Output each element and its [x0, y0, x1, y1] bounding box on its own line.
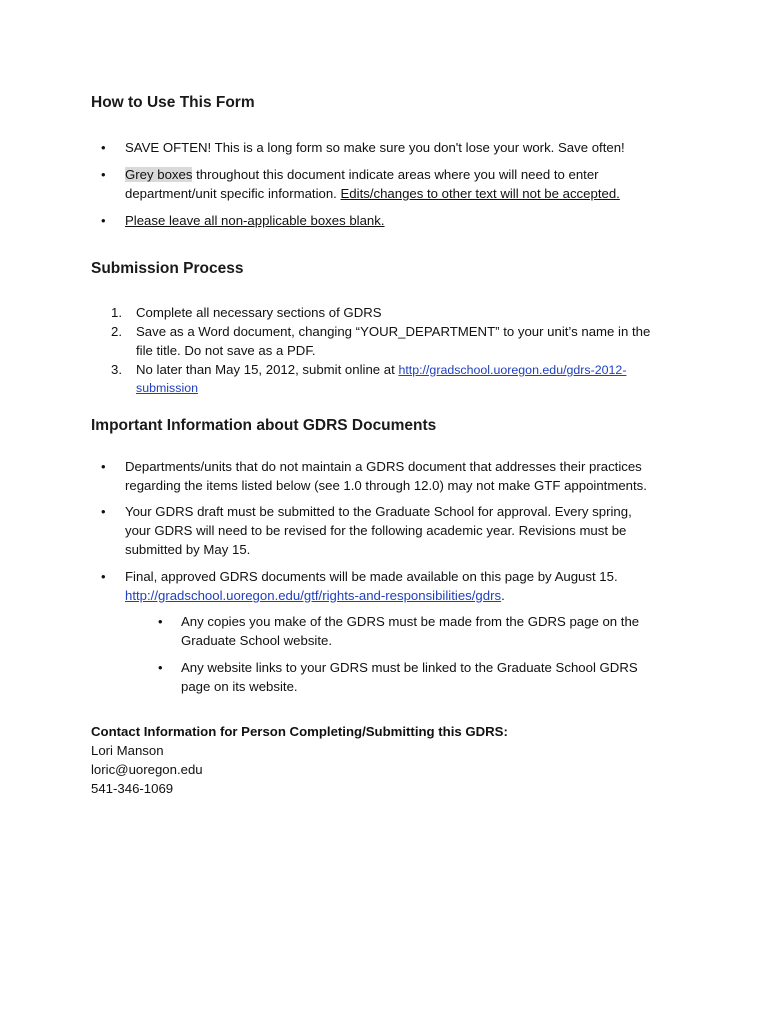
period: .: [501, 588, 505, 603]
how-to-item-2-line2: [125, 184, 620, 203]
important-item-2-line2: your GDRS will need to be revised for the following academic year. Revisions must be: [125, 523, 627, 538]
bullet-icon: •: [158, 660, 163, 675]
bullet-icon: •: [101, 167, 106, 182]
how-to-item-2-text-b: department/unit specific information.: [125, 186, 341, 201]
important-item-1-line1: Departments/units that do not maintain a GDRS document that addresses their practices: [125, 459, 642, 474]
how-to-heading: How to Use This Form: [91, 94, 255, 111]
how-to-item-1: SAVE OFTEN! This is a long form so make sure you don't lose your work. Save often!: [125, 140, 625, 155]
subitem-1-line2: Graduate School website.: [181, 633, 333, 648]
how-to-item-2-text: throughout this document indicate areas where you will need to enter: [192, 167, 599, 182]
step-2-line1: Save as a Word document, changing “YOUR_DEPARTMENT” to your unit’s name in the: [136, 324, 651, 339]
step-1: Complete all necessary sections of GDRS: [136, 305, 382, 320]
bullet-icon: •: [101, 459, 106, 474]
bullet-icon: •: [101, 140, 106, 155]
submission-heading: Submission Process: [91, 260, 244, 277]
edits-warning: Edits/changes to other text will not be accepted.: [340, 186, 620, 201]
grey-box-sample: Grey boxes: [125, 167, 193, 182]
important-item-3-line2: [125, 586, 505, 605]
contact-phone: 541-346-1069: [91, 781, 174, 796]
important-item-2-line1: Your GDRS draft must be submitted to the Graduate School for approval. Every spring,: [125, 504, 632, 519]
step-number: 3.: [111, 362, 122, 377]
bullet-icon: •: [101, 569, 106, 584]
step-2-line2: file title. Do not save as a PDF.: [136, 343, 316, 358]
contact-name: Lori Manson: [91, 743, 164, 758]
gdrs-page-link[interactable]: http://gradschool.uoregon.edu/gtf/rights-and-responsibilities/gdrs: [125, 588, 502, 603]
contact-heading: Contact Information for Person Completing/Submitting this GDRS:: [91, 724, 508, 739]
step-3: [136, 360, 626, 380]
how-to-item-2: [125, 165, 599, 184]
contact-email: loric@uoregon.edu: [91, 762, 203, 777]
subitem-2-line2: page on its website.: [181, 679, 298, 694]
step-3-line2: [136, 378, 198, 398]
bullet-icon: •: [101, 213, 106, 228]
subitem-1-line1: Any copies you make of the GDRS must be made from the GDRS page on the: [181, 614, 640, 629]
bullet-icon: •: [158, 614, 163, 629]
important-item-2-line3: submitted by May 15.: [125, 542, 251, 557]
important-item-3-line1: Final, approved GDRS documents will be made available on this page by August 15.: [125, 569, 618, 584]
subitem-2-line1: Any website links to your GDRS must be linked to the Graduate School GDRS: [181, 660, 638, 675]
gdrs-submission-link[interactable]: http://gradschool.uoregon.edu/gdrs-2012-: [398, 363, 627, 377]
important-heading: Important Information about GDRS Documents: [91, 417, 437, 434]
gdrs-submission-link-cont[interactable]: submission: [136, 381, 198, 395]
step-3-text: No later than May 15, 2012, submit online at: [136, 362, 399, 377]
how-to-item-3: Please leave all non-applicable boxes blank.: [125, 213, 385, 228]
step-number: 1.: [111, 305, 122, 320]
step-number: 2.: [111, 324, 122, 339]
important-item-1-line2: regarding the items listed below (see 1.0 through 12.0) may not make GTF appointments.: [125, 478, 647, 493]
bullet-icon: •: [101, 504, 106, 519]
